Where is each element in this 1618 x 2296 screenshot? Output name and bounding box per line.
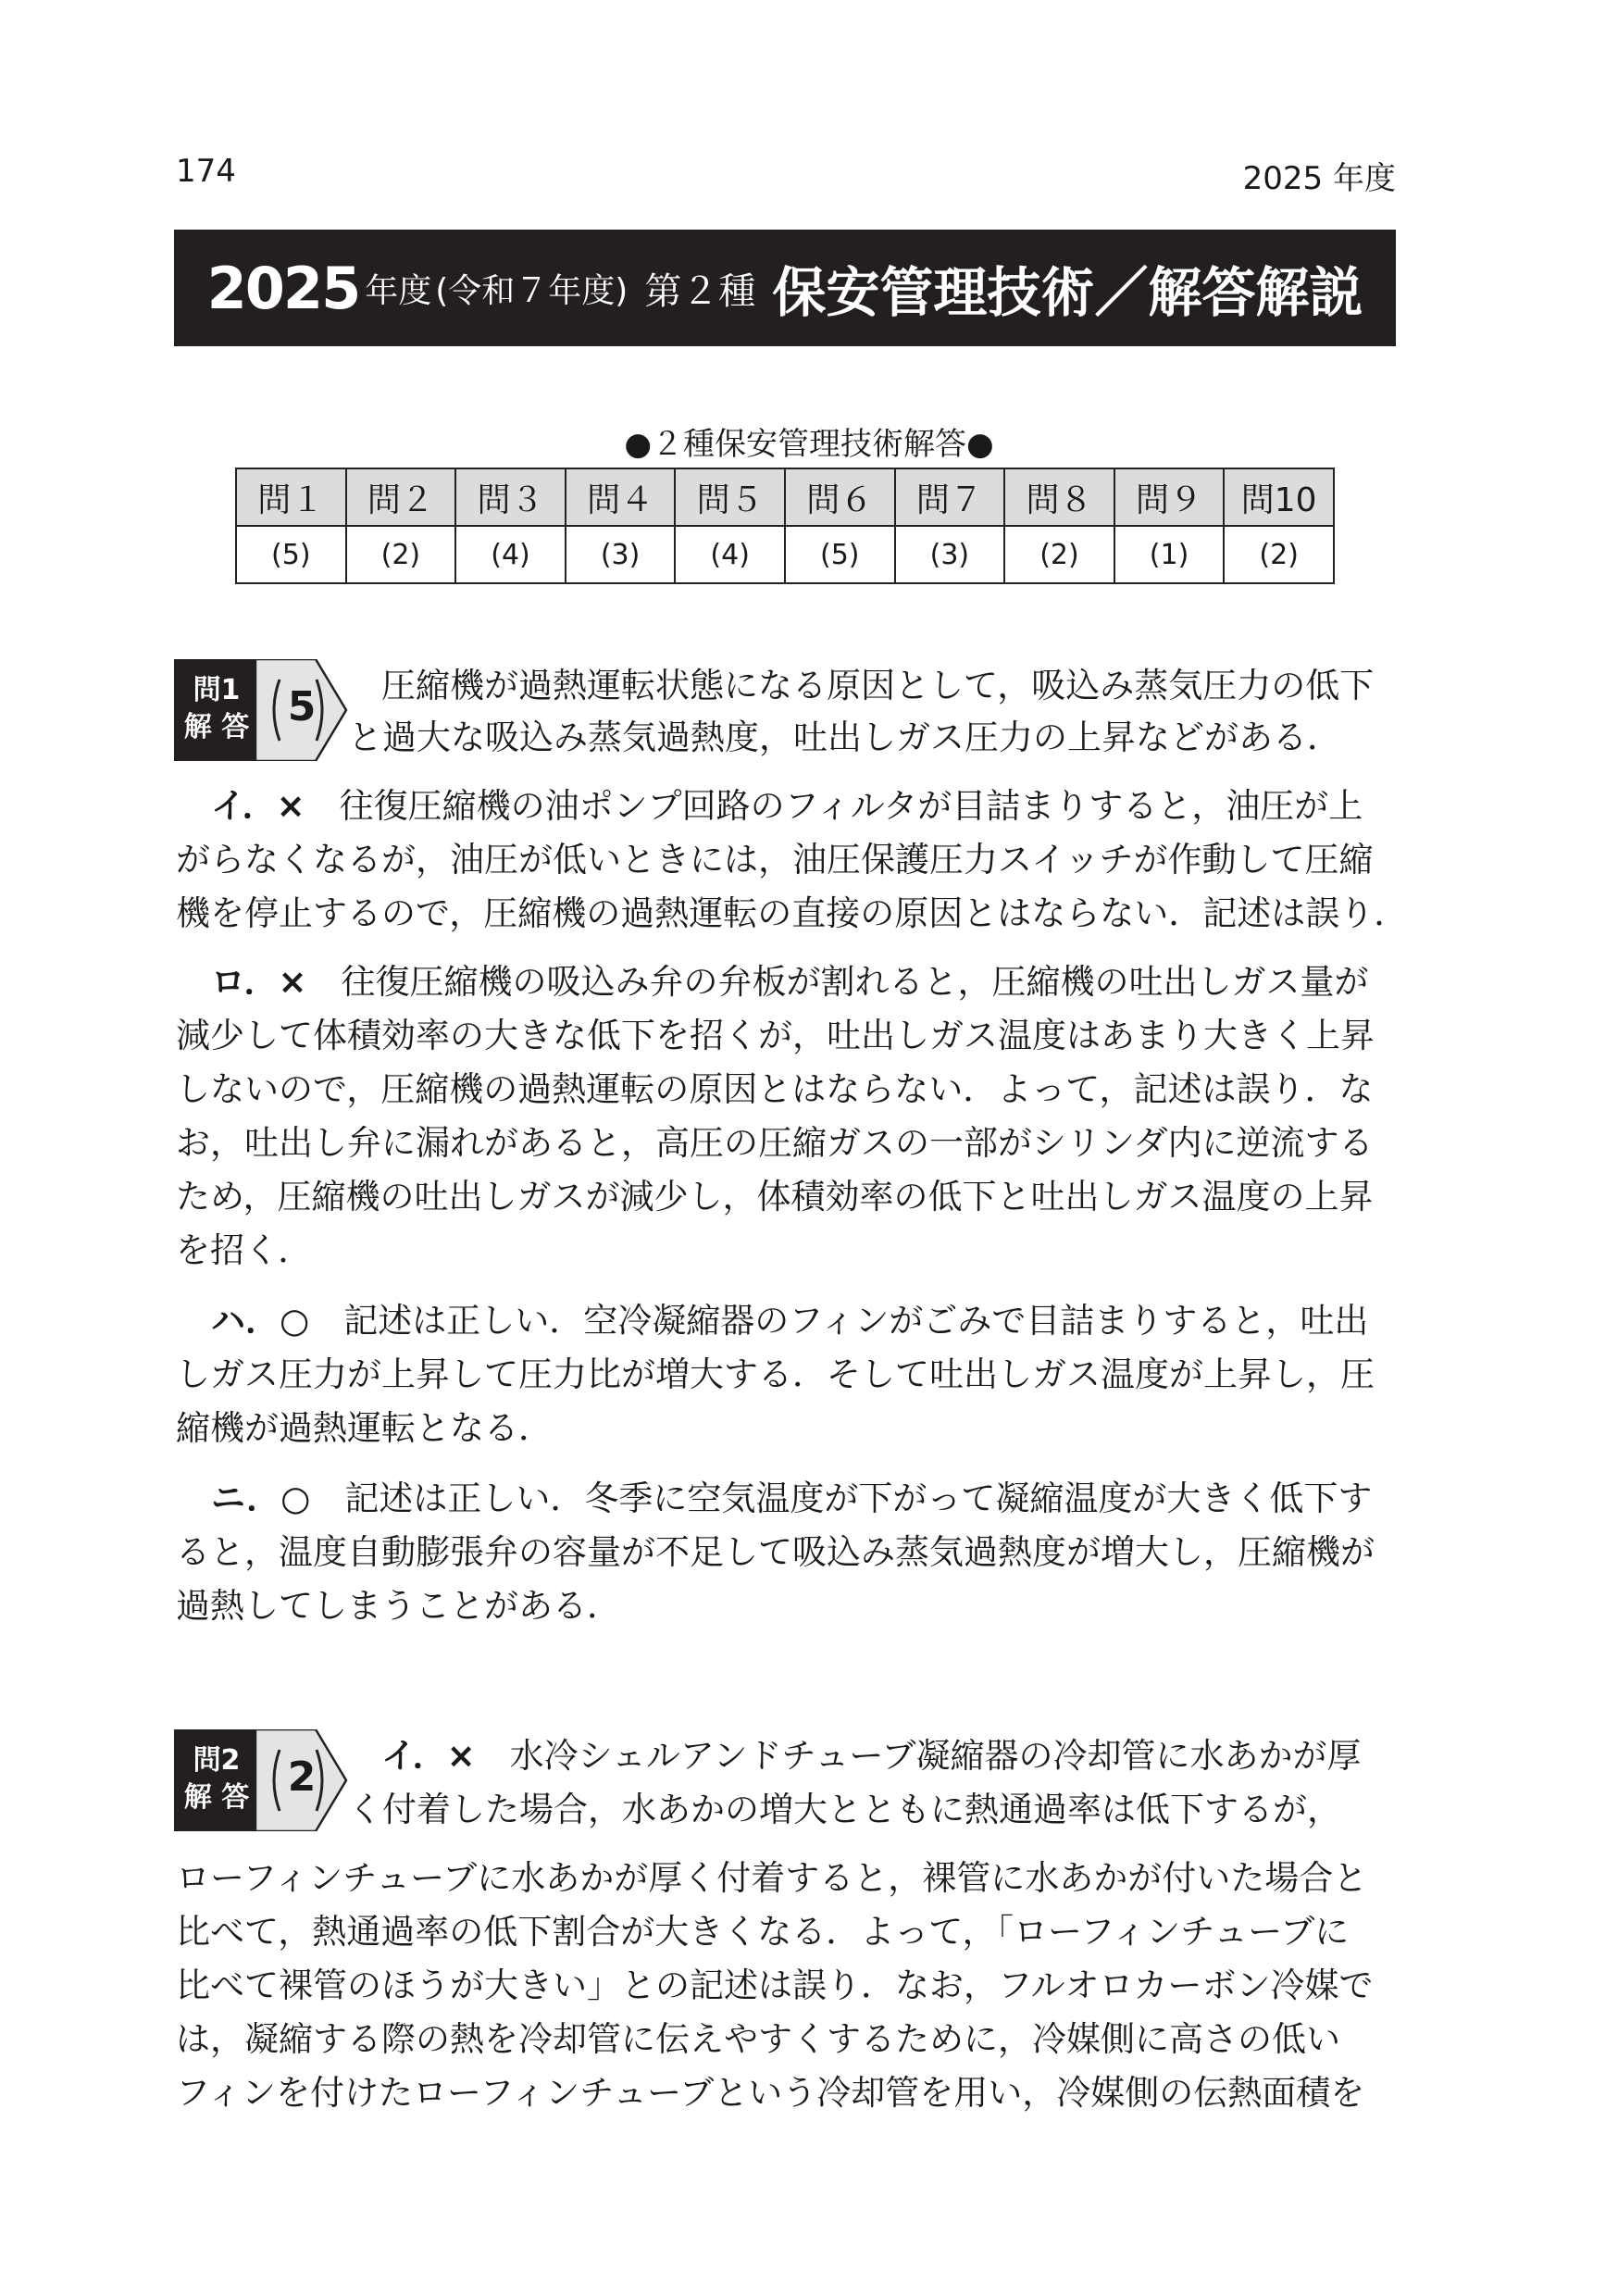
q1-text-line-2: と過大な吸込み蒸気過熱度，吐出しガス圧力の上昇などがある． (348, 718, 1341, 757)
answer-cell: (5) (785, 526, 895, 583)
banner-title: 保安管理技術／解答解説 (772, 261, 1363, 324)
q1-text-line-4: がらなくなるが，油圧が低いときには，油圧保護圧力スイッチが作動して圧縮 (176, 840, 1374, 880)
answer-cell: (3) (566, 526, 676, 583)
q1-text-line-1: 圧縮機が過熱運転状態になる原因として，吸込み蒸気圧力の低下 (381, 666, 1375, 705)
page-number: 174 (176, 153, 236, 190)
q1-answer-number: 5 (287, 683, 317, 730)
q2-text-line-3: ローフィンチューブに水あかが厚く付着すると，裸管に水あかが付いた場合と (176, 1858, 1368, 1898)
q1-text-line-10: ため，圧縮機の吐出しガスが減少し，体積効率の低下と吐出しガス温度の上昇 (176, 1177, 1374, 1217)
answer-cell: (2) (346, 526, 456, 583)
q1-text-line-5: 機を停止するので，圧縮機の過熱運転の直接の原因とはならない．記述は誤り． (176, 893, 1409, 933)
q1-badge-line1: 問1 (193, 674, 241, 706)
q1-text-line-8: しないので，圧縮機の過熱運転の原因とはならない．よって，記述は誤り．な (176, 1069, 1374, 1109)
q2-text-line-5: 比べて裸管のほうが大きい」との記述は誤り．なお，フルオロカーボン冷媒で (176, 1965, 1374, 2005)
q2-badge-line1: 問2 (193, 1744, 241, 1777)
q2-answer-badge (174, 1729, 355, 1831)
question-header: 問６ (785, 468, 895, 526)
banner-year-suffix: 年度 (365, 271, 432, 310)
question-header: 問８ (1004, 468, 1114, 526)
q2-item-i: イ．× 水冷シェルアンドチューブ凝縮器の冷却管に水あかが厚 (381, 1736, 1362, 1776)
q2-badge-label (174, 1729, 259, 1831)
q1-text-line-17: 過熱してしまうことがある． (176, 1586, 621, 1626)
q1-text-line-9: お，吐出し弁に漏れがあると，高圧の圧縮ガスの一部がシリンダ内に逆流する (176, 1123, 1374, 1163)
banner-year: 2025 (206, 254, 360, 322)
q1-text-line-13: しガス圧力が上昇して圧力比が増大する．そして吐出しガス温度が上昇し，圧 (176, 1354, 1375, 1394)
question-header: 問10 (1224, 468, 1334, 526)
q1-item-ro: ロ．× 往復圧縮機の吸込み弁の弁板が割れると，圧縮機の吐出しガス量が (211, 962, 1369, 1002)
q1-text-line-14: 縮機が過熱運転となる． (176, 1408, 553, 1448)
question-header: 問３ (455, 468, 566, 526)
answer-table (235, 468, 1335, 584)
banner-kind: 第２種 (644, 269, 756, 313)
answer-cell: (5) (236, 526, 346, 583)
answer-table-title: ●２種保安管理技術解答● (624, 426, 994, 463)
answer-cell: (2) (1224, 526, 1334, 583)
q1-text-line-16: ると，温度自動膨張弁の容量が不足して吸込み蒸気過熱度が増大し，圧縮機が (176, 1532, 1375, 1572)
q2-text-line-2: く付着した場合，水あかの増大とともに熱通過率は低下するが， (348, 1790, 1341, 1829)
header-year: 2025 年度 (1242, 160, 1396, 197)
question-header: 問２ (346, 468, 456, 526)
q2-text-line-7: フィンを付けたローフィンチューブという冷却管を用い，冷媒側の伝熱面積を (176, 2073, 1365, 2113)
q1-badge-line2: 解 答 (183, 711, 250, 743)
title-banner (174, 230, 1396, 346)
q1-text-line-7: 減少して体積効率の大きな低下を招くが，吐出しガス温度はあまり大きく上昇 (176, 1016, 1375, 1055)
question-header: 問４ (566, 468, 676, 526)
question-header: 問１ (236, 468, 346, 526)
question-header: 問７ (895, 468, 1005, 526)
q2-answer-number: 2 (287, 1753, 317, 1801)
q2-badge-line2: 解 答 (183, 1781, 250, 1814)
q1-answer-badge (174, 659, 355, 761)
answer-table-value-row (236, 526, 1334, 583)
q1-item-ha: ハ．○ 記述は正しい．空冷凝縮器のフィンがごみで目詰まりすると，吐出 (211, 1301, 1369, 1341)
q2-text-line-6: は，凝縮する際の熱を冷却管に伝えやすくするために，冷媒側に高さの低い (176, 2019, 1340, 2059)
answer-cell: (2) (1004, 526, 1114, 583)
q1-badge-label (174, 659, 259, 761)
question-header: 問９ (1114, 468, 1225, 526)
answer-cell: (4) (675, 526, 785, 583)
q1-text-line-11: を招く． (176, 1230, 313, 1270)
q2-text-line-4: 比べて，熱通過率の低下割合が大きくなる．よって，「ローフィンチューブに (176, 1912, 1350, 1952)
question-header: 問５ (675, 468, 785, 526)
answer-cell: (4) (455, 526, 566, 583)
banner-era: (令和７年度) (435, 271, 629, 310)
answer-cell: (1) (1114, 526, 1225, 583)
answer-table-header-row (236, 468, 1334, 526)
q1-item-ni: ニ．○ 記述は正しい．冬季に空気温度が下がって凝縮温度が大きく低下す (211, 1479, 1373, 1518)
answer-cell: (3) (895, 526, 1005, 583)
q1-item-i: イ．× 往復圧縮機の油ポンプ回路のフィルタが目詰まりすると，油圧が上 (211, 786, 1363, 826)
